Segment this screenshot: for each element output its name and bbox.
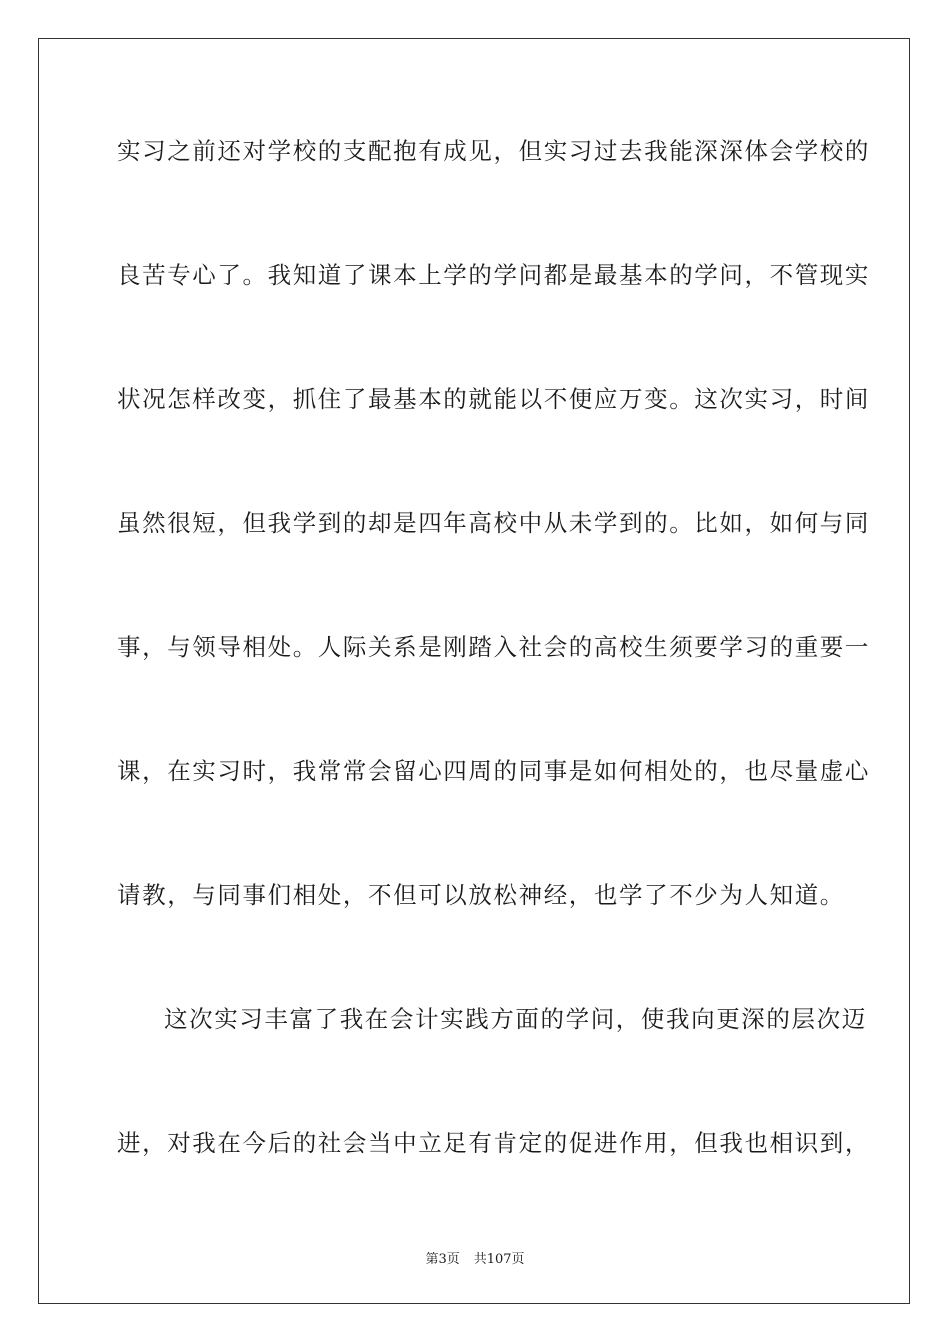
- paragraph-line: 实习之前还对学校的支配抱有成见，但实习过去我能深深体会学校的: [117, 137, 870, 165]
- paragraph-line: 虽然很短，但我学到的却是四年高校中从未学到的。比如，如何与同: [117, 509, 870, 537]
- paragraph-line: 状况怎样改变，抓住了最基本的就能以不便应万变。这次实习，时间: [117, 385, 870, 413]
- paragraph-line: 良苦专心了。我知道了课本上学的学问都是最基本的学问，不管现实: [117, 261, 870, 289]
- paragraph-line: 课，在实习时，我常常会留心四周的同事是如何相处的，也尽量虚心: [117, 757, 870, 785]
- page-border: [38, 38, 910, 1304]
- paragraph-line: 请教，与同事们相处，不但可以放松神经，也学了不少为人知道。: [117, 881, 845, 909]
- paragraph-line: 进，对我在今后的社会当中立足有肯定的促进作用，但我也相识到，: [117, 1129, 870, 1157]
- paragraph-line: 事，与领导相处。人际关系是刚踏入社会的高校生须要学习的重要一: [117, 633, 870, 661]
- total-pages: 共107页: [473, 1252, 525, 1267]
- page-number: 第3页: [425, 1252, 460, 1267]
- page-footer: [0, 1248, 950, 1267]
- paragraph-line: 这次实习丰富了我在会计实践方面的学问，使我向更深的层次迈: [164, 1005, 867, 1033]
